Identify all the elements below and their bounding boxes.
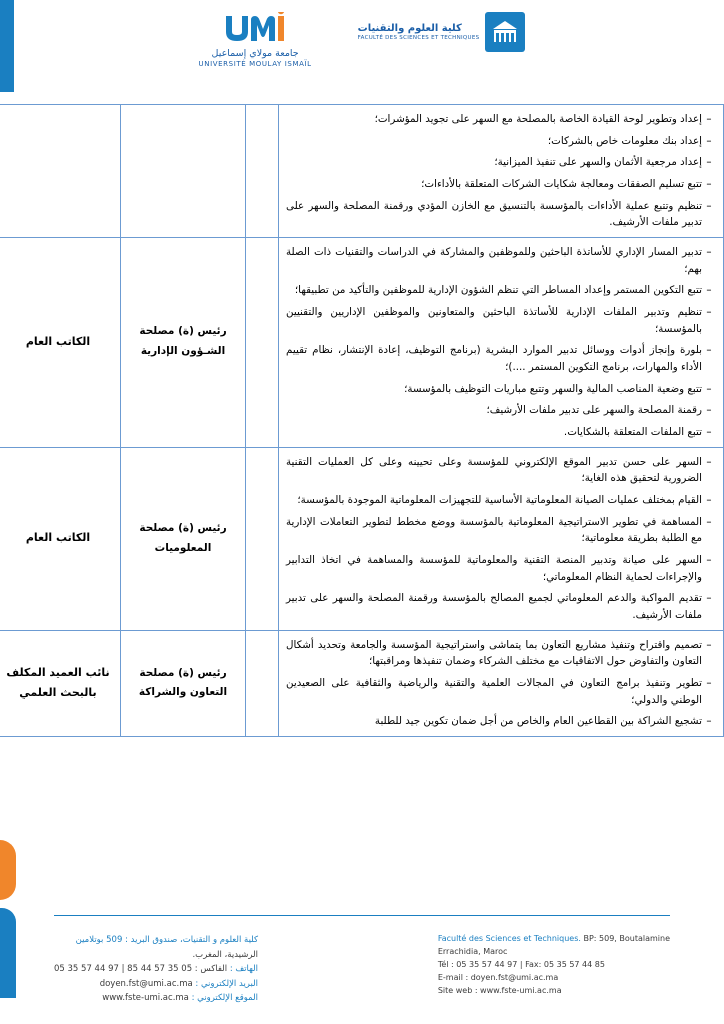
list-item	[286, 713, 716, 730]
table-row	[0, 447, 724, 630]
spacer-cell	[246, 238, 279, 448]
list-item	[286, 552, 716, 585]
footer-french-block	[438, 933, 670, 998]
spacer-cell	[246, 105, 279, 238]
list-item	[286, 342, 716, 375]
task-text: تدبير المسار الإداري للأساتذة الباحثين وللموظفين والمشاركة في الدراسات والتقنيات ذات الصلة بهم؛	[286, 246, 702, 275]
footer-address-ar: الرشيدية، المغرب.	[192, 949, 259, 960]
task-text: إعداد وتطوير لوحة القيادة الخاصة بالمصلحة مع السهر على تجويد المؤشرات؛	[374, 113, 702, 125]
dash-marker: –	[706, 592, 712, 605]
page-edge-accent-orange	[0, 840, 16, 900]
dash-marker: –	[706, 404, 712, 417]
footer-address-2: Errachidia, Maroc	[437, 946, 508, 956]
task-text: إعداد بنك معلومات خاص بالشركات؛	[547, 134, 702, 147]
footer-divider	[54, 915, 670, 916]
fst-name-ar: كلية العلوم والتقنيات	[357, 22, 462, 34]
owner-cell	[0, 105, 121, 238]
umi-logo-block	[199, 12, 312, 68]
service-cell	[121, 105, 246, 238]
dash-marker: –	[706, 426, 712, 439]
table-row	[0, 630, 724, 736]
service-cell: رئيس (ة) مصلحة المعلوميات	[121, 447, 246, 630]
list-item	[286, 675, 716, 708]
footer-email-label-fr: E-mail :	[437, 972, 469, 982]
list-item	[286, 637, 716, 670]
dash-marker: –	[706, 344, 712, 357]
dash-marker: –	[706, 554, 712, 567]
dash-marker: –	[706, 382, 712, 395]
service-cell: رئيس (ة) مصلحة الشـؤون الإدارية	[121, 238, 246, 448]
footer-phone-label-ar: الهاتف :	[229, 964, 259, 975]
list-item	[286, 514, 716, 547]
tasks-cell	[279, 105, 724, 238]
list-item	[286, 492, 716, 509]
footer-email-fr	[438, 972, 670, 985]
footer-website-label-ar: الموقع الإلكتروني :	[191, 993, 259, 1004]
fst-logo-icon	[485, 12, 525, 52]
dash-marker: –	[706, 494, 712, 507]
task-list	[286, 454, 716, 624]
task-list	[286, 637, 716, 730]
footer-address-1: BP: 509, Boutalamine	[580, 933, 670, 943]
task-text: المساهمة في تطوير الاستراتيجية المعلوماتية بالمؤسسة ووضع مخطط لتطوير التعاملات الإدارية مع الطلبة بطريقة معلوماتية؛	[286, 515, 702, 545]
dash-marker: –	[706, 199, 712, 212]
fst-logo-block	[358, 12, 526, 52]
footer-website-value-ar[interactable]: www.fste-umi.ac.ma	[102, 993, 189, 1004]
footer-phone-fr: Tél : 05 35 57 44 97 | Fax: 05 35 57 44 85	[437, 959, 605, 969]
dash-marker: –	[706, 246, 712, 259]
footer-faculty-name-ar: كلية العلوم و التقنيات، صندوق البريد : 509 بوتلامين	[75, 934, 259, 945]
task-text: تقديم المواكبة والدعم المعلوماتي لجميع المصالح بالمؤسسة ورقمنة المصلحة والسهر على تدبير ملفات الأرشيف.	[286, 592, 702, 622]
tasks-cell	[279, 238, 724, 448]
dash-marker: –	[706, 455, 712, 468]
task-text: رقمنة المصلحة والسهر على تدبير ملفات الأرشيف؛	[486, 404, 702, 417]
list-item	[286, 282, 716, 299]
footer-website-fr	[438, 985, 670, 998]
document-footer	[0, 933, 724, 1006]
list-item	[286, 590, 716, 623]
footer-phone-ar	[54, 962, 258, 977]
task-list	[286, 111, 716, 231]
dash-marker: –	[706, 638, 712, 651]
list-item	[286, 133, 716, 150]
list-item	[286, 304, 716, 337]
task-text: تتبع وضعية المناصب المالية والسهر وتتبع مباريات التوظيف بالمؤسسة؛	[404, 382, 702, 395]
umi-name-ar: جامعة مولاي إسماعيل	[211, 48, 299, 59]
task-text: تشجيع الشراكة بين القطاعين العام والخاص من أجل ضمان تكوين جيد للطلبة	[374, 715, 702, 728]
dash-marker: –	[706, 284, 712, 297]
footer-website-label-fr: Site web :	[437, 985, 478, 995]
spacer-cell	[246, 447, 279, 630]
table-row	[0, 105, 724, 238]
fst-name-block	[358, 23, 480, 42]
fst-name-fr: FACULTÉ DES SCIENCES ET TECHNIQUES	[357, 34, 480, 41]
tasks-cell	[279, 630, 724, 736]
task-text: تتبع التكوين المستمر وإعداد المساطر التي تنظم الشؤون الإدارية للموظفين والتأكيد من تطبيقها؛	[294, 284, 702, 297]
task-list	[286, 244, 716, 441]
umi-name-fr: UNIVERSITÉ MOULAY ISMAÏL	[198, 59, 312, 68]
tasks-cell	[279, 447, 724, 630]
footer-website-ar	[54, 991, 258, 1006]
footer-email-value-ar[interactable]: doyen.fst@umi.ac.ma	[99, 978, 193, 989]
owner-cell: نائب العميد المكلف بالبحث العلمي	[0, 630, 121, 736]
task-text: إعداد مرجعية الأثمان والسهر على تنفيذ الميزانية؛	[494, 156, 702, 169]
list-item	[286, 111, 716, 128]
dash-marker: –	[706, 515, 712, 528]
footer-fr-line-1	[438, 933, 670, 946]
task-text: السهر على صيانة وتدبير المنصة التقنية والمعلوماتية للمؤسسة والمساهمة في اتخاذ التدابير والإجراءات لحماية النظام المعلوماتي؛	[286, 554, 702, 583]
footer-phone-value-ar: 05 35 57 44 97 | الفاكس : 05 35 57 44 85	[54, 964, 228, 975]
list-item	[286, 454, 716, 487]
umi-logo-icon	[218, 12, 292, 46]
footer-email-value-fr[interactable]: doyen.fst@umi.ac.ma	[468, 972, 559, 982]
responsibilities-table	[0, 104, 724, 737]
list-item	[286, 381, 716, 398]
dash-marker: –	[706, 306, 712, 319]
owner-cell: الكاتب العام	[0, 447, 121, 630]
task-text: تنظيم وتدبير الملفات الإدارية للأساتذة الباحثين والمتعاونين والموظفين الإداريين والتقنيين بالمؤسسة؛	[286, 306, 702, 335]
list-item	[286, 154, 716, 171]
spacer-cell	[246, 630, 279, 736]
dash-marker: –	[706, 156, 712, 169]
footer-faculty-name: Faculté des Sciences et Techniques.	[437, 933, 581, 943]
document-header	[0, 0, 724, 98]
list-item	[286, 244, 716, 277]
service-cell: رئيس (ة) مصلحة التعاون والشراكة	[121, 630, 246, 736]
task-text: بلورة وإنجاز أدوات ووسائل تدبير الموارد البشرية (برنامج التوظيف، إعادة الإنتشار، نظام تقييم الأداء والمهارات، برنامج التكوين المستمر ....)؛	[286, 344, 702, 374]
table-row	[0, 238, 724, 448]
footer-website-value-fr[interactable]: www.fste-umi.ac.ma	[477, 985, 562, 995]
table-body	[0, 105, 724, 737]
footer-email-label-ar: البريد الإلكتروني :	[195, 978, 259, 989]
dash-marker: –	[706, 715, 712, 728]
task-text: تصميم واقتراح وتنفيذ مشاريع التعاون بما يتماشى واستراتيجية المؤسسة والجامعة وتحديد أشكال التعاون والتفاوض حول الاتفاقيات مع مختلف الشركاء وضمان تنفيذها ومراقبتها؛	[286, 638, 702, 668]
list-item	[286, 424, 716, 441]
task-text: السهر على حسن تدبير الموقع الإلكتروني للمؤسسة وعلى تحيينه وعلى كل العمليات التقنية الضرورية لتحقيق هذه الغاية؛	[286, 455, 702, 485]
list-item	[286, 176, 716, 193]
dash-marker: –	[706, 134, 712, 147]
task-text: القيام بمختلف عمليات الصيانة المعلوماتية الأساسية للتجهيزات المعلوماتية الموجودة بالمؤسسة؛	[297, 494, 702, 507]
task-text: تنظيم وتتبع عملية الأداءات بالمؤسسة بالتنسيق مع الخازن المؤدي ورقمنة المصلحة والسهر على تدبير ملفات الأرشيف.	[286, 199, 702, 229]
list-item	[286, 402, 716, 419]
task-text: تتبع تسليم الصفقات ومعالجة شكايات الشركات المتعلقة بالأداءات؛	[421, 178, 702, 191]
task-text: تطوير وتنفيذ برامج التعاون في المجالات العلمية والتقنية والرياضية والثقافية على الصعيدين الوطني والدولي؛	[286, 677, 702, 706]
list-item	[286, 198, 716, 231]
footer-arabic-block	[54, 933, 258, 1006]
dash-marker: –	[706, 677, 712, 690]
dash-marker: –	[706, 178, 712, 191]
dash-marker: –	[706, 113, 712, 125]
owner-cell: الكاتب العام	[0, 238, 121, 448]
task-text: تتبع الملفات المتعلقة بالشكايات.	[563, 426, 702, 439]
footer-email-ar	[54, 977, 258, 992]
